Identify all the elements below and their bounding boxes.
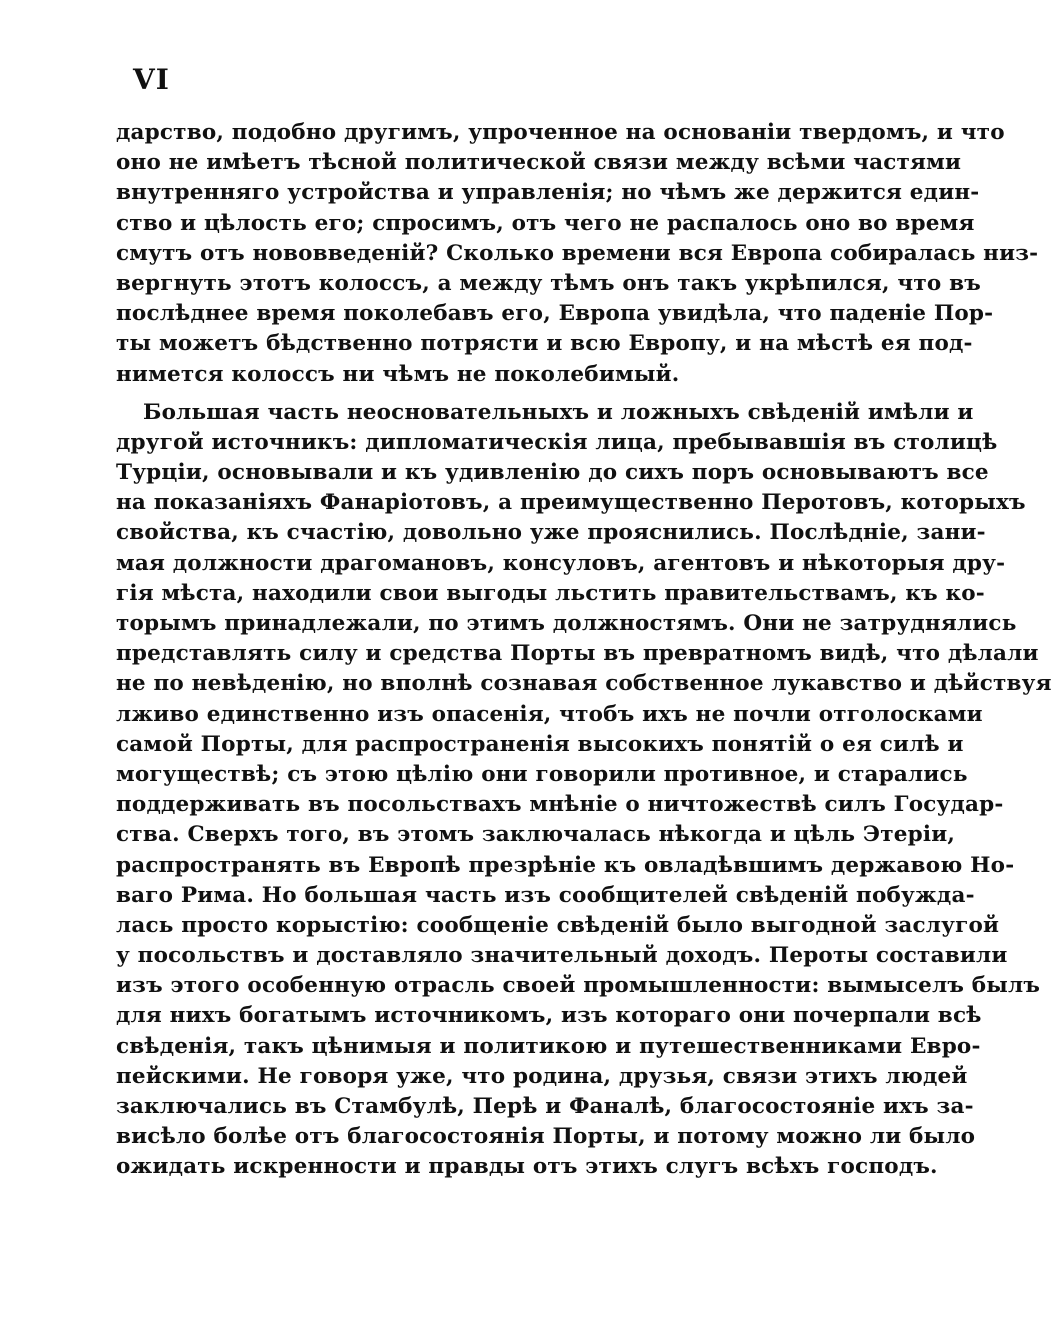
text-line: самой Порты, для распространенiя высокихъ понятiй о ея силѣ и — [116, 731, 964, 757]
text-block — [116, 118, 1052, 1183]
text-line: Большая часть неосновательныхъ и ложныхъ свѣденiй имѣли и — [143, 399, 974, 425]
paragraph-gap — [116, 390, 878, 398]
text-line: торымъ принадлежали, по этимъ должностямъ. Они не затруднялись — [116, 611, 1017, 636]
text-line: свойства, къ счастiю, довольно уже прояснились. Послѣднiе, зани- — [116, 520, 986, 546]
text-line: ты можетъ бѣдственно потрясти и всю Европу, и на мѣстѣ ея под- — [116, 331, 973, 357]
text-line: ваго Рима. Но большая часть изъ сообщителей свѣденiй побужда- — [116, 882, 975, 908]
text-line: гiя мѣста, находили свои выгоды льстить правительствамъ, къ ко- — [116, 580, 985, 606]
text-line: вергнуть этотъ колоссъ, а между тѣмъ онъ такъ укрѣпился, что въ — [116, 270, 981, 296]
text-line: оно не имѣетъ тѣсной политической связи между всѣми частями — [116, 150, 962, 176]
text-line: смутъ отъ нововведенiй? Сколько времени вся Европа собиралась низ- — [116, 240, 1039, 266]
text-line: другой источникъ: дипломатическiя лица, пребывавшiя въ столицѣ — [116, 429, 998, 455]
page-number: VI — [133, 63, 170, 96]
text-line: для нихъ богатымъ источникомъ, изъ котораго они почерпали всѣ — [116, 1003, 982, 1029]
text-line: лась просто корыстiю: сообщенiе свѣденiй было выгодной заслугой — [116, 912, 1000, 938]
text-line: лживо единственно изъ опасенiя, чтобъ ихъ не почли отголосками — [116, 701, 983, 727]
text-line: ства. Сверхъ того, въ этомъ заключалась нѣкогда и цѣль Этерiи, — [116, 822, 956, 848]
text-line: послѣднее время поколебавъ его, Европа увидѣла, что паденiе Пор- — [116, 301, 994, 327]
text-line: Турцiи, основывали и къ удивленiю до сихъ поръ основываютъ все — [116, 460, 989, 486]
text-line: изъ этого особенную отрасль своей промышленности: вымыселъ былъ — [116, 973, 1041, 999]
text-line: распространять въ Европѣ презрѣнiе къ овладѣвшимъ державою Но- — [116, 852, 1015, 878]
text-line: внутренняго устройства и управленiя; но чѣмъ же держится един- — [116, 180, 980, 206]
text-line: нимется колоссъ ни чѣмъ не поколебимый. — [116, 361, 680, 387]
text-line: на показанiяхъ Фанарiотовъ, а преимущественно Перотовъ, которыхъ — [116, 490, 1026, 516]
text-line: поддерживать въ посольствахъ мнѣнiе о ничтожествѣ силъ Государ- — [116, 792, 1004, 818]
text-line: не по невѣденiю, но вполнѣ сознавая собственное лукавство и дѣйствуя — [116, 671, 1052, 697]
text-line: ожидать искренности и правды отъ этихъ слугъ всѣхъ господъ. — [116, 1154, 938, 1180]
text-line: представлять силу и средства Порты въ превратномъ видѣ, что дѣлали — [116, 641, 1039, 667]
text-line: у посольствъ и доставляло значительный доходъ. Пероты составили — [116, 943, 1008, 969]
text-line: свѣденiя, такъ цѣнимыя и политикою и путешественниками Евро- — [116, 1033, 981, 1059]
text-line: заключались въ Стамбулѣ, Перѣ и Фаналѣ, благосостоянiе ихъ за- — [116, 1094, 974, 1119]
text-line: мая должности драгомановъ, консуловъ, агентовъ и нѣкоторыя дру- — [116, 550, 1006, 576]
text-line: пейскими. Не говоря уже, что родина, друзья, связи этихъ людей — [116, 1063, 968, 1089]
paragraph — [116, 398, 1052, 1183]
text-line: могуществѣ; съ этою цѣлiю они говорили противное, и старались — [116, 761, 968, 787]
text-line: ство и цѣлость его; спросимъ, отъ чего не распалось оно во время — [116, 210, 975, 236]
text-line: дарство, подобно другимъ, упроченное на основанiи твердомъ, и что — [116, 120, 1005, 145]
text-line: висѣло болѣе отъ благосостоянiя Порты, и потому можно ли было — [116, 1124, 976, 1150]
paragraph — [116, 118, 1039, 390]
